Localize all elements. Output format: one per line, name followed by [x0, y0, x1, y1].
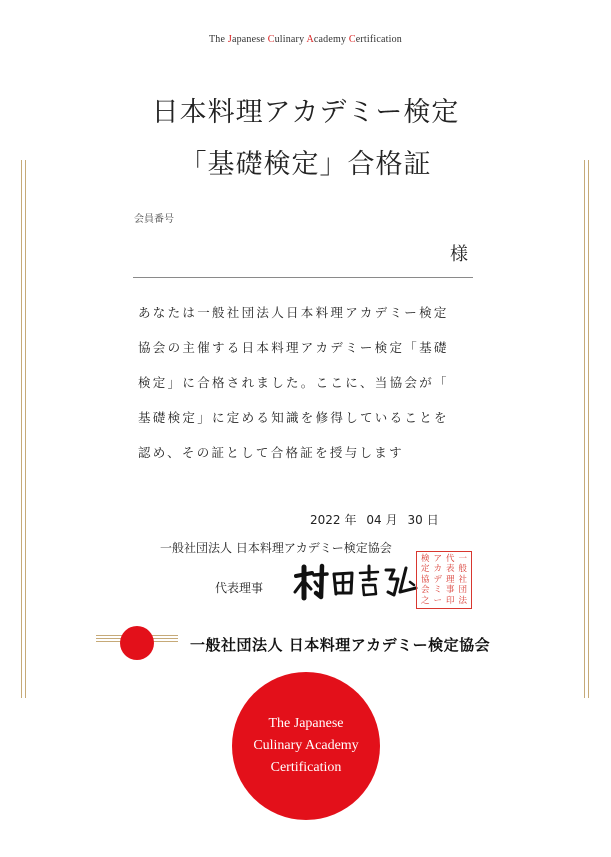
representative-label: 代表理事 — [215, 581, 264, 595]
recipient-name-line — [133, 277, 473, 278]
seal-character: 印 — [445, 595, 455, 606]
seal-character: ー — [433, 595, 442, 606]
official-seal — [416, 551, 472, 609]
seal-character: 般 — [458, 564, 467, 575]
body-line: 検定」に合格されました。ここに、当協会が「 — [138, 375, 449, 390]
left-border-rule — [21, 160, 27, 698]
seal-character: 一 — [458, 554, 467, 564]
issuing-organization: 一般社団法人 日本料理アカデミー検定協会 — [160, 541, 392, 555]
issue-day-unit: 日 — [426, 513, 439, 527]
emblem-line: The Japanese — [268, 716, 344, 731]
seal-character: デ — [433, 574, 442, 585]
seal-character: 協 — [420, 574, 430, 585]
certificate-subtitle: 「基礎検定」合格証 — [179, 149, 432, 180]
representative-signature — [290, 562, 420, 602]
eyebrow-fragment: cademy — [313, 34, 349, 45]
emblem-line: Culinary Academy — [253, 738, 359, 753]
eyebrow-fragment: ertification — [355, 34, 403, 45]
eyebrow-fragment: A — [306, 34, 314, 45]
eyebrow-fragment: J — [227, 34, 232, 45]
academy-emblem — [232, 672, 380, 820]
seal-character: 会 — [420, 585, 430, 596]
member-number-label: 会員番号 — [134, 214, 174, 225]
eyebrow-fragment: ulinary — [274, 34, 307, 45]
seal-character: 社 — [458, 574, 467, 585]
seal-character: 代 — [445, 554, 455, 564]
issue-month-unit: 月 — [385, 513, 398, 527]
recipient-honorific: 様 — [450, 244, 468, 265]
issue-year-unit: 年 — [344, 513, 357, 527]
seal-character: ア — [433, 554, 442, 564]
seal-character: 事 — [445, 585, 455, 596]
body-line: 認め、その証として合格証を授与します — [138, 445, 404, 460]
certification-eyebrow — [0, 34, 611, 45]
body-line: 基礎検定」に定める知識を修得していることを — [138, 410, 449, 425]
seal-character: 之 — [420, 595, 430, 606]
certificate-body — [138, 301, 488, 476]
issue-year: 2022 — [310, 513, 341, 527]
seal-character: 団 — [458, 585, 467, 596]
seal-character: 法 — [458, 595, 467, 606]
eyebrow-fragment: The — [208, 34, 228, 45]
seal-character: カ — [433, 564, 442, 575]
eyebrow-fragment: apanese — [231, 34, 268, 45]
seal-character: 定 — [420, 564, 430, 575]
body-line: あなたは一般社団法人日本料理アカデミー検定 — [138, 305, 449, 320]
seal-character: 理 — [445, 574, 455, 585]
right-border-rule — [584, 160, 590, 698]
eyebrow-fragment: C — [267, 34, 275, 45]
small-red-sun-emblem — [120, 626, 154, 660]
footer-organization: 一般社団法人 日本料理アカデミー検定協会 — [190, 636, 491, 654]
issue-day: 30 — [407, 513, 423, 527]
body-line: 協会の主催する日本料理アカデミー検定「基礎 — [138, 340, 449, 355]
issue-date — [310, 511, 443, 528]
seal-character: 検 — [420, 554, 430, 564]
issue-month: 04 — [366, 513, 382, 527]
emblem-line: Certification — [270, 760, 342, 775]
seal-character: 表 — [445, 564, 455, 575]
seal-character: ミ — [433, 585, 442, 596]
certificate-title: 日本料理アカデミー検定 — [151, 97, 460, 128]
eyebrow-fragment: C — [348, 34, 356, 45]
